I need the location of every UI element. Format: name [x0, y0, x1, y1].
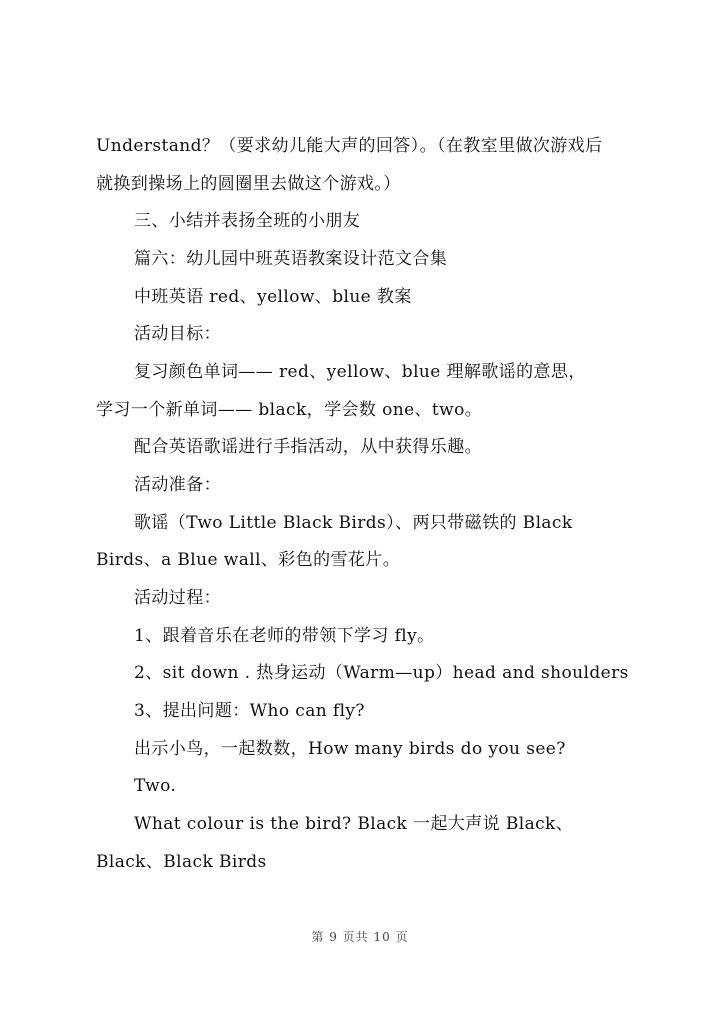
- text-line: 复习颜色单词—— red、yellow、blue 理解歌谣的意思，: [134, 362, 586, 382]
- text-line: 2、sit down . 热身运动（Warm—up）head and shoulders: [134, 663, 629, 683]
- section-heading: 活动过程：: [134, 588, 221, 608]
- text-line: 3、提出问题：Who can fly?: [134, 701, 365, 721]
- text-line: What colour is the bird? Black 一起大声说 Black、: [134, 814, 574, 834]
- section-heading: 三、小结并表扬全班的小朋友: [134, 211, 361, 231]
- text-line: 出示小鸟，一起数数，How many birds do you see?: [134, 739, 566, 759]
- text-line: 就换到操场上的圆圈里去做这个游戏。）: [96, 174, 401, 194]
- text-line: Birds、a Blue wall、彩色的雪花片。: [96, 550, 401, 570]
- lesson-title: 中班英语 red、yellow、blue 教案: [134, 287, 412, 307]
- page-number: 第 9 页共 10 页: [311, 930, 409, 944]
- text-line: 歌谣（Two Little Black Birds）、两只带磁铁的 Black: [134, 513, 573, 533]
- article-title: 篇六：幼儿园中班英语教案设计范文合集: [134, 249, 448, 269]
- text-line: 学习一个新单词—— black，学会数 one、two。: [96, 400, 483, 420]
- text-line: Black、Black Birds: [96, 852, 267, 872]
- text-line: Understand？（要求幼儿能大声的回答）。（在教室里做次游戏后: [96, 136, 603, 156]
- text-line: Two.: [134, 776, 177, 796]
- section-heading: 活动准备：: [134, 475, 221, 495]
- text-line: 配合英语歌谣进行手指活动，从中获得乐趣。: [134, 437, 482, 457]
- section-heading: 活动目标：: [134, 324, 221, 344]
- text-line: 1、跟着音乐在老师的带领下学习 fly。: [134, 626, 435, 646]
